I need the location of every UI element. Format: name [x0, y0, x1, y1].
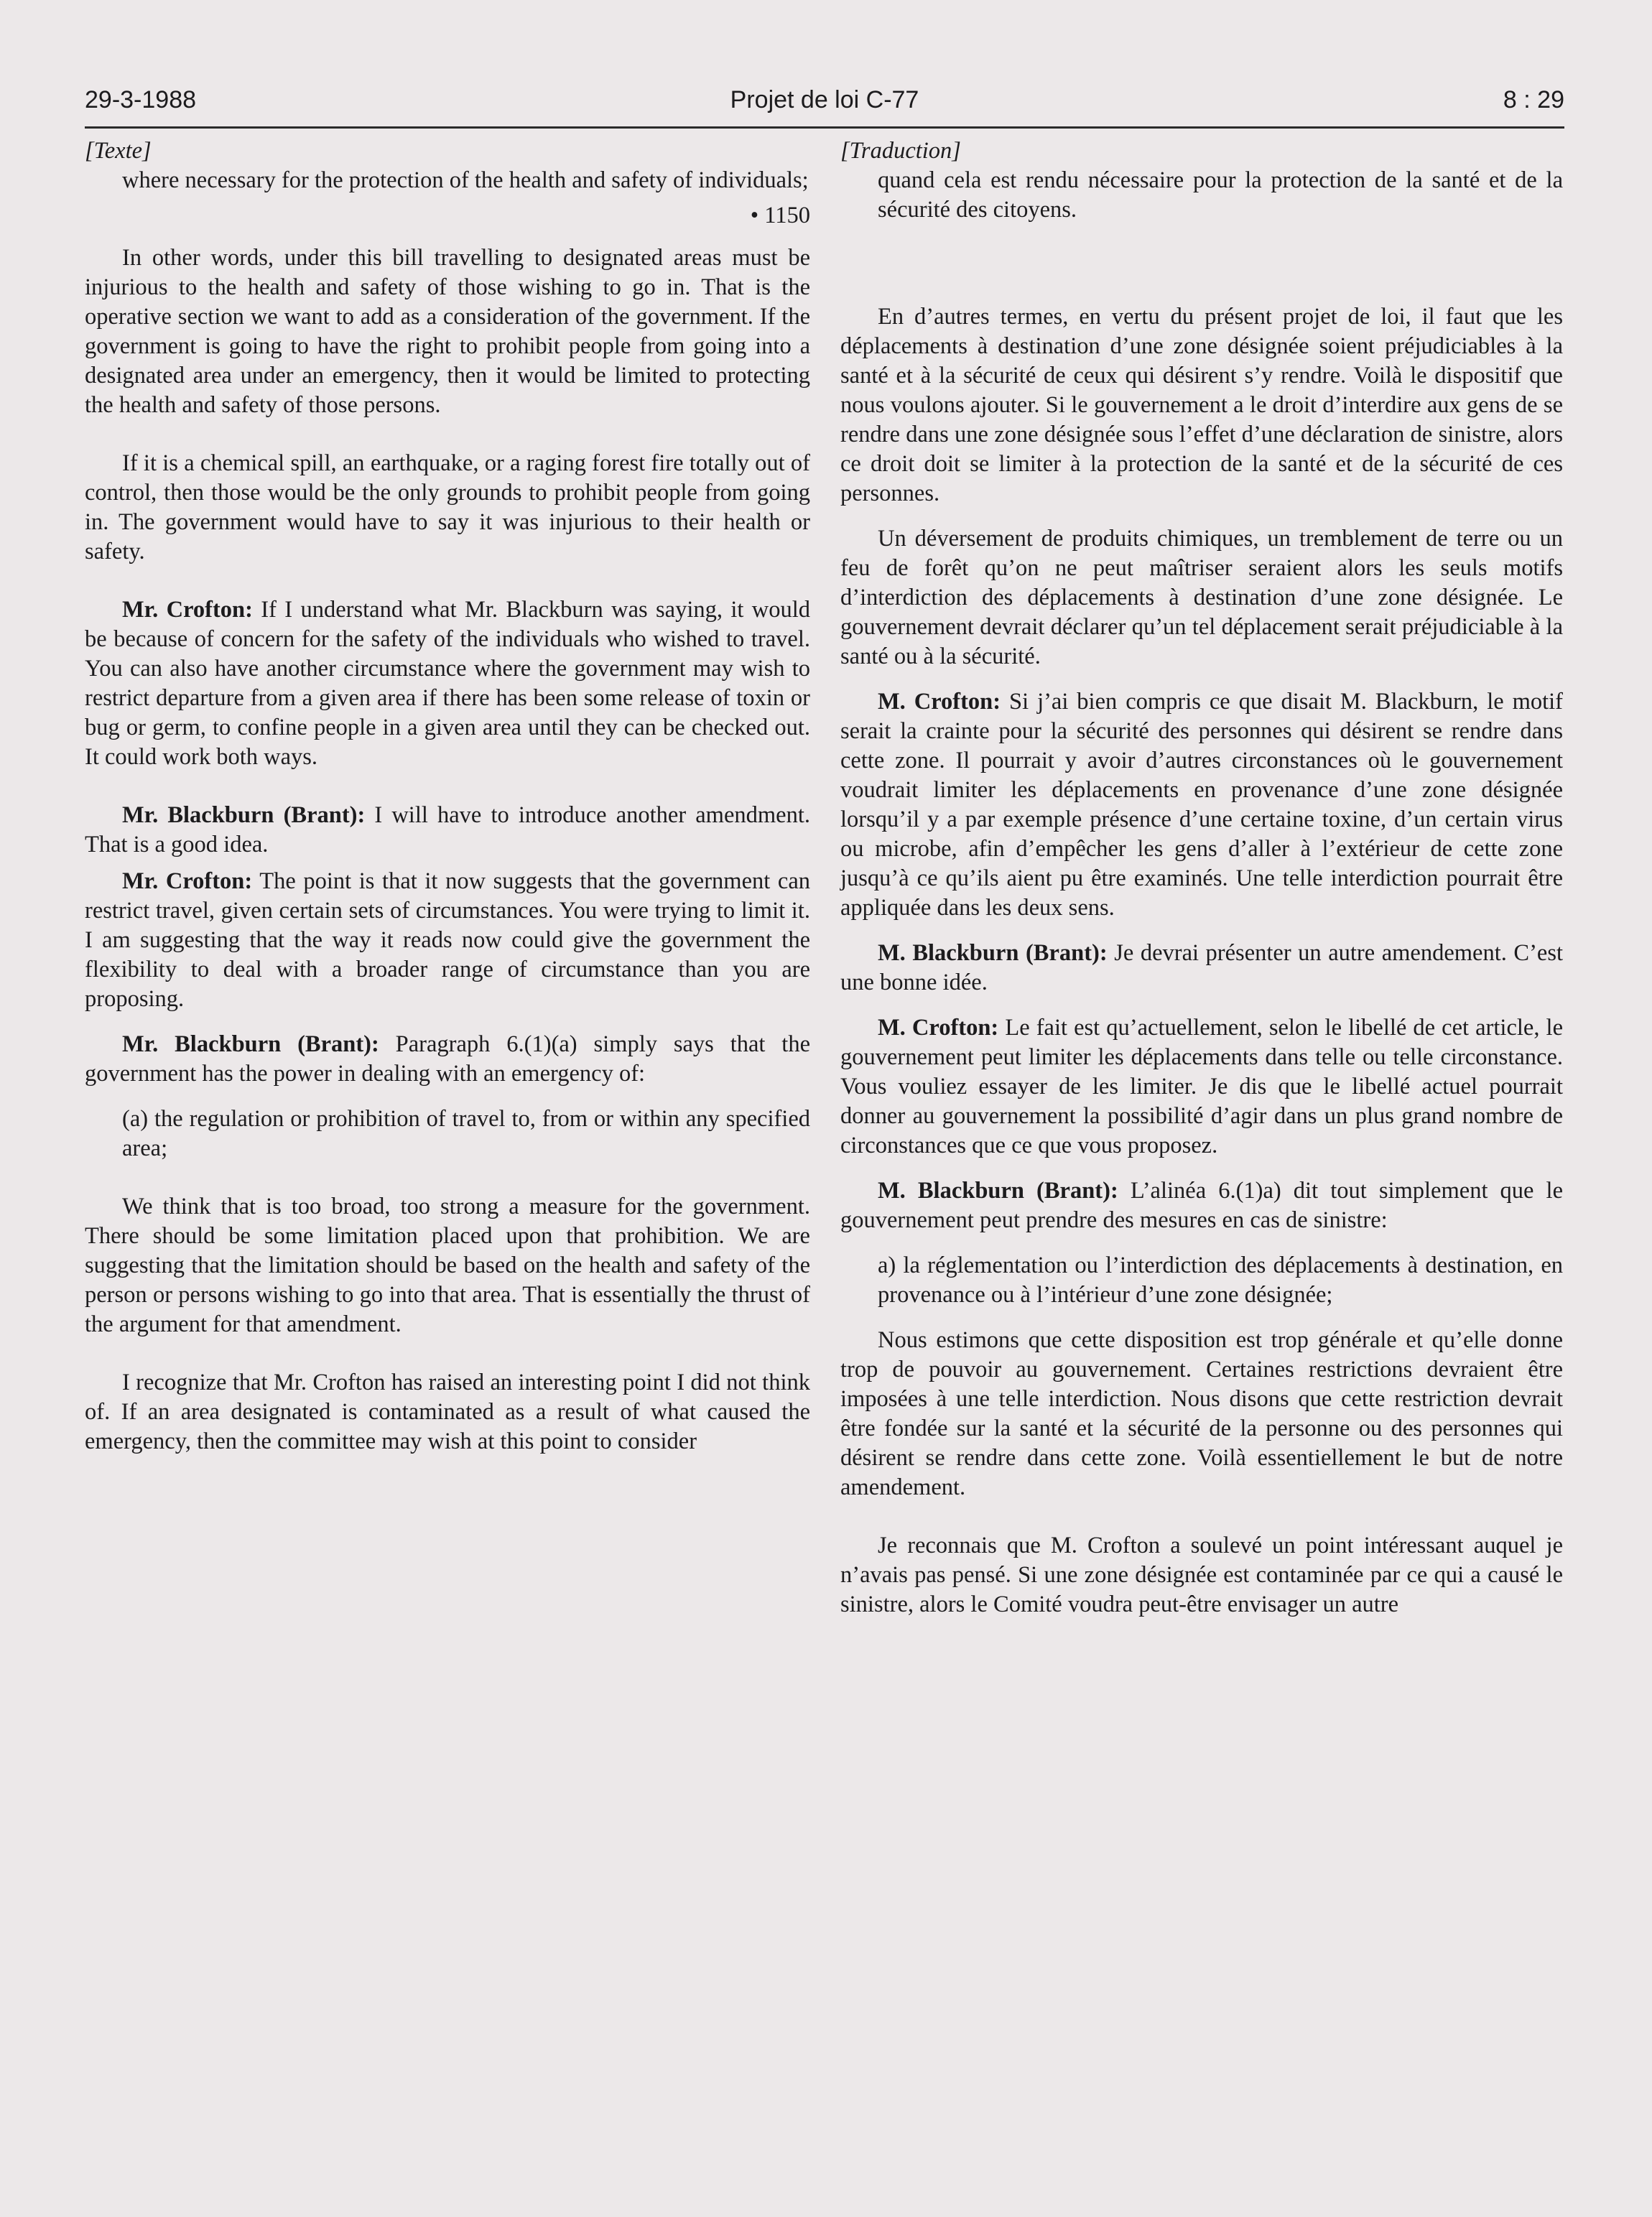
page-header	[85, 83, 1564, 129]
speaker-paragraph	[840, 939, 1563, 998]
speaker-paragraph	[840, 687, 1563, 923]
speech-text: Paragraph 6.(1)(a) simply says that the government has the power in dealing with an emergency of:	[85, 1031, 810, 1087]
speech-text: L’alinéa 6.(1)a) dit tout simplement que le gouvernement peut prendre des mesures en cas de sinistre:	[840, 1178, 1564, 1233]
speaker-paragraph	[840, 1176, 1563, 1235]
speaker-name: Mr. Blackburn (Brant):	[122, 802, 366, 828]
paragraph: I recognize that Mr. Crofton has raised an interesting point I did not think of. If an area designated is contaminated as a result of what caused the emergency, then the committee may wish at this point to consider	[85, 1370, 810, 1454]
speech-text: Je devrai présenter un autre amendement. C’est une bonne idée.	[840, 940, 1563, 995]
timestamp: • 1150	[750, 203, 810, 228]
translation-tag: [Traduction]	[840, 138, 961, 164]
paragraph: Je reconnais que M. Crofton a soulevé un point intéressant auquel je n’avais pas pensé. Si une zone désignée est contaminée par ce qui a causé le sinistre, alors le Comité voudra peut-être envisager un autre	[840, 1533, 1563, 1617]
speaker-name: M. Blackburn (Brant):	[878, 940, 1108, 966]
quoted-clause: (a) the regulation or prohibition of travel to, from or within any specified area;	[122, 1106, 810, 1161]
paragraph: En d’autres termes, en vertu du présent projet de loi, il faut que les déplacements à destination d’une zone désignée soient préjudiciables à la santé et à la sécurité de ceux qui désirent s’y rendre. Voilà le dispositif que nous voulons ajouter. Si le gouvernement a le droit d’interdire aux gens de se rendre dans une zone désignée sous l’effet d’une déclaration de sinistre, alors ce droit doit se limiter à la protection de la santé et de la sécurité de ces personnes.	[840, 304, 1563, 506]
speech-text: If I understand what Mr. Blackburn was saying, it would be because of concern for the safety of the individuals who wished to travel. You can also have another circumstance where the government may wish to restrict departure from a given area if there has been some release of toxin or bug or germ, to confine people in a given area until they can be checked out. It could work both ways.	[85, 597, 810, 770]
speaker-paragraph	[85, 801, 810, 860]
speaker-paragraph	[840, 1013, 1563, 1161]
speaker-paragraph	[85, 867, 810, 1014]
paragraph: In other words, under this bill travelling to designated areas must be injurious to the health and safety of those wishing to go in. That is the operative section we want to add as a consideration of the government. If the government is going to have the right to prohibit people from going into a designated area under an emergency, then it would be limited to protecting the health and safety of those persons.	[85, 245, 810, 418]
paragraph: where necessary for the protection of the health and safety of individuals;	[122, 167, 809, 193]
header-date: 29-3-1988	[85, 86, 197, 113]
paragraph: Nous estimons que cette disposition est trop générale et qu’elle donne trop de pouvoir au gouvernement. Certaines restrictions devraient être imposées à une telle interdiction. Nous disons que cette restriction devrait être fondée sur la santé et la sécurité de la personne ou des personnes qui désirent se rendre dans cette zone. Voilà essentiellement le but de notre amendement.	[840, 1327, 1563, 1500]
speech-text: The point is that it now suggests that the government can restrict travel, given certain sets of circumstances. You were trying to limit it. I am suggesting that the way it reads now could give the government the flexibility to deal with a broader range of circumstance than you are proposing.	[85, 868, 811, 1012]
speaker-paragraph	[85, 595, 810, 772]
french-column	[840, 136, 1563, 1619]
speech-text: Le fait est qu’actuellement, selon le libellé de cet article, le gouvernement peut limiter les déplacements dans telle ou telle circonstance. Vous vouliez essayer de les limiter. Je dis que le libellé actuel pourrait donner au gouvernement la possibilité d’agir dans un plus grand nombre de circonstances que ce que vous proposez.	[840, 1015, 1563, 1158]
speaker-name: M. Blackburn (Brant):	[878, 1178, 1118, 1204]
text-tag: [Texte]	[85, 138, 152, 164]
speaker-name: Mr. Crofton:	[122, 868, 253, 894]
speaker-name: Mr. Blackburn (Brant):	[122, 1031, 379, 1057]
paragraph: We think that is too broad, too strong a measure for the government. There should be some limitation placed upon that prohibition. We are suggesting that the limitation should be based on the health and safety of the person or persons wishing to go into that area. That is essentially the thrust of the argument for that amendment.	[85, 1194, 810, 1337]
speaker-name: M. Crofton:	[878, 689, 1001, 715]
speech-text: Si j’ai bien compris ce que disait M. Blackburn, le motif serait la crainte pour la sécurité des personnes qui désirent se rendre dans cette zone. Il pourrait y avoir d’autres circonstances où le gouvernement voudrait limiter les déplacements en provenance d’une zone désignée lorsqu’il y a par exemple présence d’une certaine toxine, d’un certain virus ou microbe, afin d’empêcher les gens d’aller à l’extérieur de cette zone jusqu’à ce qu’ils aient pu être examinés. Une telle interdiction pourrait être appliquée dans les deux sens.	[840, 689, 1563, 921]
speech-text: I will have to introduce another amendment. That is a good idea.	[85, 802, 810, 857]
speaker-name: M. Crofton:	[878, 1015, 999, 1041]
paragraph: Un déversement de produits chimiques, un tremblement de terre ou un feu de forêt qu’on ne peut maîtriser seraient alors les seuls motifs d’interdiction des déplacements à destination d’une zone désignée. Le gouvernement devrait déclarer qu’un tel déplacement serait préjudiciable à la santé ou à la sécurité.	[840, 526, 1563, 669]
speaker-name: Mr. Crofton:	[122, 597, 253, 623]
english-column	[85, 136, 810, 1456]
header-page-number: 8 : 29	[1503, 86, 1564, 113]
paragraph: quand cela est rendu nécessaire pour la protection de la santé et de la sécurité des citoyens.	[878, 167, 1563, 223]
speaker-paragraph	[85, 1030, 810, 1089]
header-title: Projet de loi C-77	[730, 86, 919, 113]
quoted-clause: a) la réglementation ou l’interdiction des déplacements à destination, en provenance ou à l’intérieur d’une zone désignée;	[878, 1252, 1563, 1308]
paragraph: If it is a chemical spill, an earthquake, or a raging forest fire totally out of control, then those would be the only grounds to prohibit people from going in. The government would have to say it was injurious to their health or safety.	[85, 450, 810, 564]
